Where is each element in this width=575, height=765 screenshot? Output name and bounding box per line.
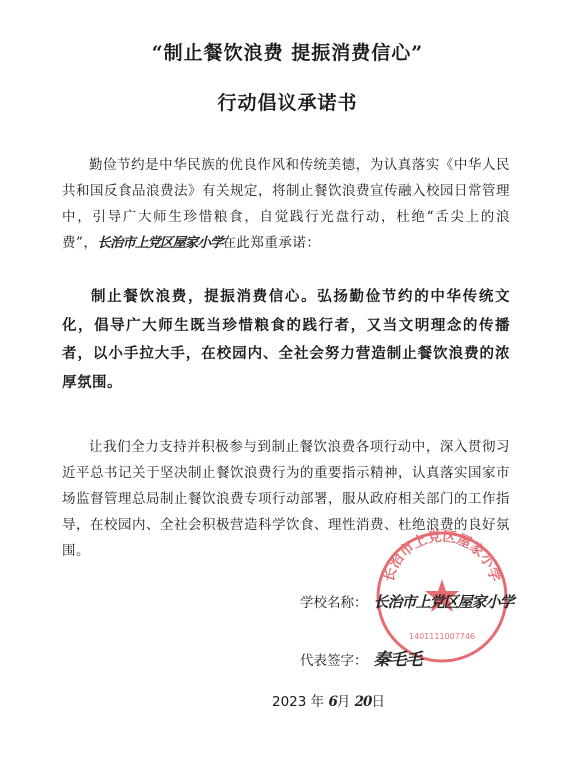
- paragraph-action: 让我们全力支持并积极参与到制止餐饮浪费各项行动中，深入贯彻习近平总书记关于坚决制止餐饮浪费行为的重要指示精神，认真落实国家市场监督管理总局制止餐饮浪费专项行动部署，服从政府相关部门的工作指导，在校园内、全社会积极营造科学饮食、理性消费、杜绝浪费的良好氛围。: [62, 439, 510, 559]
- date-day-handwritten: 20: [354, 694, 372, 710]
- title-line-2: 行动倡议承诺书: [217, 92, 358, 114]
- school-name-label: 学校名称：: [300, 595, 368, 611]
- paragraph-intro-ending: 在此郑重承诺：: [222, 235, 321, 251]
- representative-signature-row: [300, 645, 422, 670]
- paragraph-intro-text: 勤俭节约是中华民族的优良作风和传统美德，为认真落实《中华人民共和国反食品浪费法》有关规定，将制止餐饮浪费宣传融入校园日常管理中，引导广大师生珍惜粮食，自觉践行光盘行动，杜绝“舌尖上的浪费”，: [62, 157, 510, 251]
- seal-text: 长治市上党区屋家小学: [380, 528, 504, 584]
- date-day-unit: 日: [371, 694, 385, 710]
- school-name-handwritten: 长治市上党区屋家小学: [373, 593, 514, 611]
- handwritten-school-name-inline: 长治市上党区屋家小学: [97, 235, 223, 251]
- date-row: [272, 690, 385, 710]
- title-line-1: “制止餐饮浪费 提振消费信心”: [151, 42, 424, 64]
- paragraph-intro: [62, 152, 510, 256]
- representative-label: 代表签字：: [300, 653, 368, 669]
- representative-signature: 秦毛毛: [373, 650, 422, 670]
- school-name-row: [300, 591, 514, 612]
- svg-text:长治市上党区屋家小学: [380, 528, 504, 584]
- seal-number: 1401111007746: [408, 632, 476, 641]
- paragraph-commitment-bold: 制止餐饮浪费，提振消费信心。弘扬勤俭节约的中华传统文化，倡导广大师生既当珍惜粮食的践行者，又当文明理念的传播者，以小手拉大手，在校园内、全社会努力营造制止餐饮浪费的浓厚氛围。: [62, 289, 510, 391]
- date-month-unit: 月: [336, 694, 351, 710]
- date-year: 2023 年: [272, 694, 325, 710]
- date-month-handwritten: 6: [328, 694, 337, 710]
